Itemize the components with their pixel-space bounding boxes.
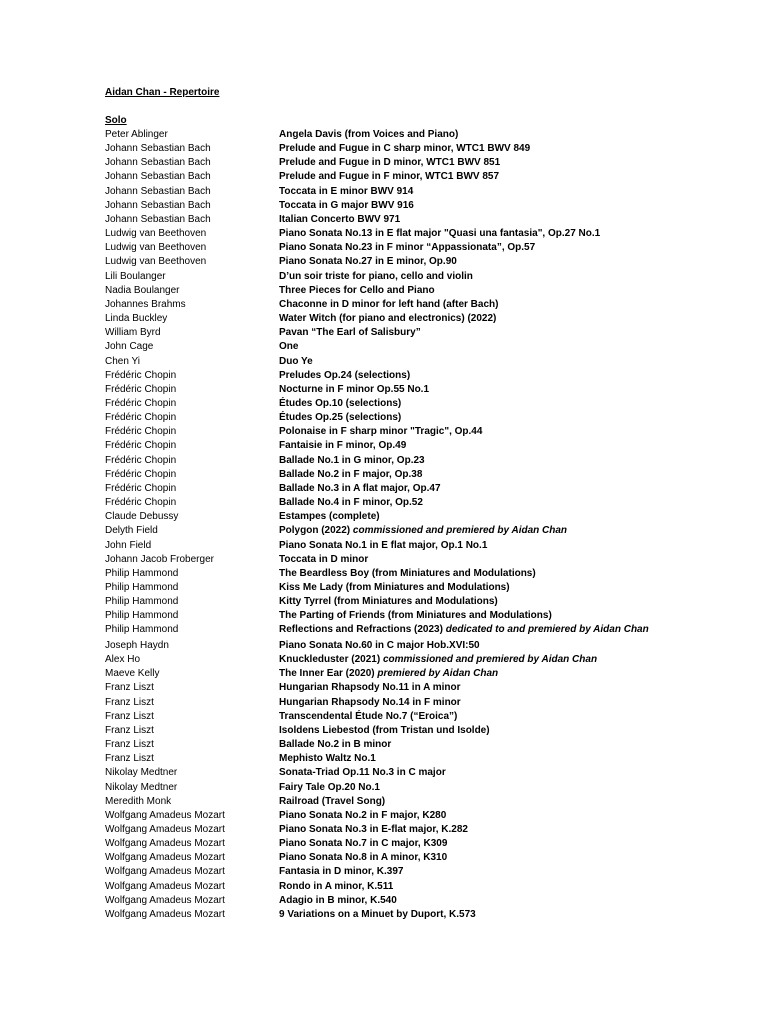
composer-name: Nikolay Medtner bbox=[105, 781, 178, 793]
work-title bbox=[279, 837, 663, 851]
composer-name: Nikolay Medtner bbox=[105, 767, 178, 779]
composer-name: John Cage bbox=[105, 341, 154, 353]
work-title-text: Sonata-Triad Op.11 No.3 in C major bbox=[279, 767, 446, 779]
repertoire-row bbox=[105, 425, 665, 439]
work-title bbox=[279, 510, 663, 524]
work-title bbox=[279, 255, 663, 269]
work-title bbox=[279, 752, 663, 766]
work-title bbox=[279, 369, 663, 383]
composer-name: Johann Sebastian Bach bbox=[105, 143, 211, 155]
work-title-text: Isoldens Liebestod (from Tristan und Isolde) bbox=[279, 724, 490, 736]
composer-name: Frédéric Chopin bbox=[105, 468, 177, 480]
work-title-text: Fairy Tale Op.20 No.1 bbox=[279, 781, 380, 793]
work-title bbox=[279, 454, 663, 468]
composer-name: Philip Hammond bbox=[105, 567, 179, 579]
work-title-text: Ballade No.3 in A flat major, Op.47 bbox=[279, 482, 441, 494]
work-title bbox=[279, 411, 663, 425]
work-title-text: Chaconne in D minor for left hand (after Bach) bbox=[279, 298, 499, 310]
composer-name: Franz Liszt bbox=[105, 739, 154, 751]
work-title-text: The Inner Ear (2020) bbox=[279, 668, 375, 680]
composer-name: Nadia Boulanger bbox=[105, 284, 180, 296]
repertoire-row bbox=[105, 199, 665, 213]
composer-name: Delyth Field bbox=[105, 525, 158, 537]
work-title-text: Railroad (Travel Song) bbox=[279, 795, 386, 807]
composer-name: Frédéric Chopin bbox=[105, 440, 177, 452]
work-title-text: One bbox=[279, 341, 299, 353]
work-title bbox=[279, 128, 663, 142]
composer-name: Frédéric Chopin bbox=[105, 426, 177, 438]
repertoire-row bbox=[105, 510, 665, 524]
work-title bbox=[279, 738, 663, 752]
work-title-text: The Beardless Boy (from Miniatures and Modulations) bbox=[279, 567, 536, 579]
composer-name: Franz Liszt bbox=[105, 696, 154, 708]
work-title-text: Ballade No.4 in F minor, Op.52 bbox=[279, 497, 423, 509]
work-title bbox=[279, 355, 663, 369]
work-title-text: Études Op.25 (selections) bbox=[279, 412, 402, 424]
composer-name: Frédéric Chopin bbox=[105, 412, 177, 424]
composer-name: Wolfgang Amadeus Mozart bbox=[105, 838, 225, 850]
work-title bbox=[279, 696, 663, 710]
composer-name: Frédéric Chopin bbox=[105, 454, 177, 466]
premiere-note: commissioned and premiered by Aidan Chan bbox=[382, 654, 598, 666]
repertoire-row bbox=[105, 865, 665, 879]
work-title-text: Toccata in G major BWV 916 bbox=[279, 199, 414, 211]
repertoire-row bbox=[105, 355, 665, 369]
composer-name: Franz Liszt bbox=[105, 724, 154, 736]
work-title-text: Preludes Op.24 (selections) bbox=[279, 369, 411, 381]
work-title-text: Hungarian Rhapsody No.14 in F minor bbox=[279, 696, 461, 708]
work-title bbox=[279, 623, 663, 639]
work-title-text: Ballade No.2 in B minor bbox=[279, 739, 392, 751]
work-title bbox=[279, 340, 663, 354]
work-title bbox=[279, 439, 663, 453]
repertoire-row bbox=[105, 454, 665, 468]
work-title bbox=[279, 553, 663, 567]
composer-name: Frédéric Chopin bbox=[105, 383, 177, 395]
work-title-text: Transcendental Étude No.7 (“Eroica”) bbox=[279, 710, 458, 722]
composer-name: Philip Hammond bbox=[105, 582, 179, 593]
work-title bbox=[279, 639, 663, 653]
work-title-text: Études Op.10 (selections) bbox=[279, 397, 402, 409]
repertoire-row bbox=[105, 482, 665, 496]
work-title-text: Angela Davis (from Voices and Piano) bbox=[279, 129, 459, 140]
composer-name: Wolfgang Amadeus Mozart bbox=[105, 908, 225, 920]
work-title bbox=[279, 894, 663, 908]
work-title-text: Prelude and Fugue in D minor, WTC1 BWV 851 bbox=[279, 157, 501, 169]
work-title-text: Fantaisie in F minor, Op.49 bbox=[279, 440, 407, 452]
composer-name: Linda Buckley bbox=[105, 313, 168, 325]
composer-name: Ludwig van Beethoven bbox=[105, 242, 207, 254]
repertoire-row bbox=[105, 894, 665, 908]
composer-name: Wolfgang Amadeus Mozart bbox=[105, 852, 225, 864]
composer-name: Meredith Monk bbox=[105, 795, 172, 807]
repertoire-row bbox=[105, 128, 665, 142]
repertoire-row bbox=[105, 667, 665, 681]
composer-name: Chen Yi bbox=[105, 355, 141, 367]
repertoire-row bbox=[105, 312, 665, 326]
repertoire-row bbox=[105, 270, 665, 284]
work-title bbox=[279, 284, 663, 298]
composer-name: Philip Hammond bbox=[105, 624, 179, 636]
work-title bbox=[279, 170, 663, 184]
work-title bbox=[279, 156, 663, 170]
repertoire-row bbox=[105, 524, 665, 538]
composer-name: Franz Liszt bbox=[105, 753, 154, 765]
repertoire-row bbox=[105, 156, 665, 170]
work-title bbox=[279, 213, 663, 227]
work-title-text: Water Witch (for piano and electronics) (2022) bbox=[279, 313, 497, 325]
composer-name: Johann Sebastian Bach bbox=[105, 171, 211, 183]
repertoire-row bbox=[105, 581, 665, 595]
composer-name: Frédéric Chopin bbox=[105, 369, 177, 381]
repertoire-row bbox=[105, 185, 665, 199]
repertoire-row bbox=[105, 851, 665, 865]
work-title-text: Polonaise in F sharp minor "Tragic", Op.44 bbox=[279, 426, 483, 438]
work-title-text: Prelude and Fugue in F minor, WTC1 BWV 857 bbox=[279, 171, 500, 183]
work-title bbox=[279, 609, 663, 623]
repertoire-row bbox=[105, 142, 665, 156]
work-title bbox=[279, 667, 663, 681]
composer-name: Franz Liszt bbox=[105, 682, 154, 694]
repertoire-row bbox=[105, 539, 665, 553]
repertoire-row bbox=[105, 326, 665, 340]
work-title bbox=[279, 865, 663, 879]
repertoire-row bbox=[105, 781, 665, 795]
work-title bbox=[279, 142, 663, 156]
work-title bbox=[279, 795, 663, 809]
composer-name: William Byrd bbox=[105, 327, 161, 339]
composer-name: Johann Sebastian Bach bbox=[105, 199, 211, 211]
work-title-text: Reflections and Refractions (2023) bbox=[279, 624, 443, 636]
work-title bbox=[279, 270, 663, 284]
work-title-text: Prelude and Fugue in C sharp minor, WTC1 BWV 849 bbox=[279, 143, 531, 155]
repertoire-row bbox=[105, 696, 665, 710]
repertoire-row bbox=[105, 340, 665, 354]
work-title bbox=[279, 298, 663, 312]
composer-name: Wolfgang Amadeus Mozart bbox=[105, 866, 225, 878]
premiere-note: premiered by Aidan Chan bbox=[377, 668, 499, 680]
repertoire-row bbox=[105, 369, 665, 383]
work-title bbox=[279, 823, 663, 837]
repertoire-row bbox=[105, 383, 665, 397]
composer-name: Joseph Haydn bbox=[105, 639, 169, 651]
work-title-text: Piano Sonata No.2 in F major, K280 bbox=[279, 809, 447, 821]
repertoire-row bbox=[105, 710, 665, 724]
work-title bbox=[279, 496, 663, 510]
work-title bbox=[279, 227, 663, 241]
work-title bbox=[279, 653, 663, 667]
work-title bbox=[279, 766, 663, 780]
repertoire-row bbox=[105, 653, 665, 667]
premiere-note: dedicated to and premiered by Aidan Chan bbox=[445, 624, 649, 636]
work-title-text: Piano Sonata No.8 in A minor, K310 bbox=[279, 852, 448, 864]
work-title bbox=[279, 581, 663, 595]
work-title-text: Toccata in E minor BWV 914 bbox=[279, 185, 414, 197]
work-title bbox=[279, 539, 663, 553]
work-title-text: Ballade No.2 in F major, Op.38 bbox=[279, 468, 423, 480]
work-title-text: The Parting of Friends (from Miniatures and Modulations) bbox=[279, 610, 552, 622]
work-title bbox=[279, 567, 663, 581]
work-title-text: 9 Variations on a Minuet by Duport, K.573 bbox=[279, 908, 476, 920]
repertoire-row bbox=[105, 823, 665, 837]
repertoire-row bbox=[105, 439, 665, 453]
repertoire-row bbox=[105, 681, 665, 695]
repertoire-row bbox=[105, 623, 665, 639]
composer-name: Franz Liszt bbox=[105, 710, 154, 722]
section-heading: Solo bbox=[105, 115, 127, 126]
repertoire-row bbox=[105, 738, 665, 752]
work-title-text: Piano Sonata No.3 in E-flat major, K.282 bbox=[279, 824, 468, 835]
composer-name: Lili Boulanger bbox=[105, 270, 166, 282]
composer-name: Wolfgang Amadeus Mozart bbox=[105, 880, 225, 892]
composer-name: Johann Sebastian Bach bbox=[105, 213, 211, 225]
work-title bbox=[279, 880, 663, 894]
composer-name: Alex Ho bbox=[105, 654, 141, 666]
repertoire-row bbox=[105, 908, 665, 922]
work-title bbox=[279, 482, 663, 496]
repertoire-row bbox=[105, 837, 665, 851]
composer-name: Johann Jacob Froberger bbox=[105, 553, 214, 565]
work-title-text: D’un soir triste for piano, cello and violin bbox=[279, 270, 473, 282]
repertoire-row bbox=[105, 795, 665, 809]
work-title bbox=[279, 185, 663, 199]
repertoire-row bbox=[105, 567, 665, 581]
composer-name: Johann Sebastian Bach bbox=[105, 185, 211, 197]
repertoire-row bbox=[105, 553, 665, 567]
repertoire-row bbox=[105, 241, 665, 255]
composer-name: Johannes Brahms bbox=[105, 298, 186, 310]
work-title-text: Piano Sonata No.13 in E flat major "Quasi una fantasia", Op.27 No.1 bbox=[279, 228, 601, 240]
work-title-text: Piano Sonata No.23 in F minor “Appassionata”, Op.57 bbox=[279, 242, 536, 254]
composer-name: Claude Debussy bbox=[105, 511, 179, 523]
composer-name: Wolfgang Amadeus Mozart bbox=[105, 894, 225, 906]
composer-name: Frédéric Chopin bbox=[105, 482, 177, 494]
repertoire-row bbox=[105, 595, 665, 609]
work-title-text: Kiss Me Lady (from Miniatures and Modulations) bbox=[279, 582, 510, 593]
repertoire-row bbox=[105, 411, 665, 425]
work-title-text: Ballade No.1 in G minor, Op.23 bbox=[279, 454, 425, 466]
repertoire-row bbox=[105, 609, 665, 623]
composer-name: Peter Ablinger bbox=[105, 129, 168, 140]
work-title bbox=[279, 383, 663, 397]
work-title bbox=[279, 397, 663, 411]
composer-name: Philip Hammond bbox=[105, 610, 179, 622]
work-title-text: Nocturne in F minor Op.55 No.1 bbox=[279, 383, 430, 395]
composer-name: Wolfgang Amadeus Mozart bbox=[105, 824, 225, 835]
repertoire-row bbox=[105, 639, 665, 653]
work-title bbox=[279, 199, 663, 213]
work-title-text: Pavan “The Earl of Salisbury” bbox=[279, 327, 421, 339]
work-title-text: Piano Sonata No.7 in C major, K309 bbox=[279, 838, 448, 850]
work-title-text: Piano Sonata No.60 in C major Hob.XVI:50 bbox=[279, 639, 480, 651]
premiere-note: commissioned and premiered by Aidan Chan bbox=[352, 525, 568, 537]
repertoire-row bbox=[105, 284, 665, 298]
repertoire-row bbox=[105, 724, 665, 738]
document-title: Aidan Chan - Repertoire bbox=[105, 87, 220, 98]
composer-name: Frédéric Chopin bbox=[105, 397, 177, 409]
work-title bbox=[279, 908, 663, 922]
repertoire-row bbox=[105, 880, 665, 894]
composer-name: Frédéric Chopin bbox=[105, 497, 177, 509]
work-title bbox=[279, 851, 663, 865]
composer-name: Ludwig van Beethoven bbox=[105, 256, 207, 268]
repertoire-row bbox=[105, 766, 665, 780]
work-title-text: Polygon (2022) bbox=[279, 525, 351, 537]
repertoire-row bbox=[105, 496, 665, 510]
work-title-text: Adagio in B minor, K.540 bbox=[279, 894, 397, 906]
work-title bbox=[279, 781, 663, 795]
repertoire-row bbox=[105, 468, 665, 482]
repertoire-row bbox=[105, 809, 665, 823]
work-title-text: Estampes (complete) bbox=[279, 511, 380, 523]
repertoire-row bbox=[105, 298, 665, 312]
work-title bbox=[279, 326, 663, 340]
work-title-text: Piano Sonata No.27 in E minor, Op.90 bbox=[279, 256, 457, 268]
work-title-text: Rondo in A minor, K.511 bbox=[279, 880, 394, 892]
work-title bbox=[279, 524, 663, 538]
repertoire-list bbox=[105, 128, 665, 922]
work-title bbox=[279, 724, 663, 738]
work-title bbox=[279, 595, 663, 609]
work-title-text: Fantasia in D minor, K.397 bbox=[279, 866, 404, 878]
work-title bbox=[279, 681, 663, 695]
composer-name: Philip Hammond bbox=[105, 596, 179, 608]
work-title-text: Duo Ye bbox=[279, 355, 313, 367]
work-title-text: Kitty Tyrrel (from Miniatures and Modulations) bbox=[279, 596, 498, 608]
repertoire-row bbox=[105, 752, 665, 766]
work-title-text: Italian Concerto BWV 971 bbox=[279, 213, 401, 225]
work-title-text: Piano Sonata No.1 in E flat major, Op.1 No.1 bbox=[279, 539, 488, 551]
repertoire-row bbox=[105, 227, 665, 241]
composer-name: John Field bbox=[105, 539, 152, 551]
repertoire-row bbox=[105, 255, 665, 269]
repertoire-row bbox=[105, 397, 665, 411]
work-title bbox=[279, 468, 663, 482]
composer-name: Wolfgang Amadeus Mozart bbox=[105, 809, 225, 821]
work-title bbox=[279, 241, 663, 255]
work-title bbox=[279, 312, 663, 326]
work-title bbox=[279, 710, 663, 724]
composer-name: Johann Sebastian Bach bbox=[105, 157, 211, 169]
composer-name: Ludwig van Beethoven bbox=[105, 228, 207, 240]
work-title-text: Knuckleduster (2021) bbox=[279, 654, 381, 666]
work-title-text: Hungarian Rhapsody No.11 in A minor bbox=[279, 682, 461, 694]
repertoire-row bbox=[105, 170, 665, 184]
repertoire-row bbox=[105, 213, 665, 227]
composer-name: Maeve Kelly bbox=[105, 668, 160, 680]
work-title bbox=[279, 809, 663, 823]
work-title-text: Mephisto Waltz No.1 bbox=[279, 753, 376, 765]
work-title bbox=[279, 425, 663, 439]
work-title-text: Toccata in D minor bbox=[279, 553, 369, 565]
work-title-text: Three Pieces for Cello and Piano bbox=[279, 284, 435, 296]
